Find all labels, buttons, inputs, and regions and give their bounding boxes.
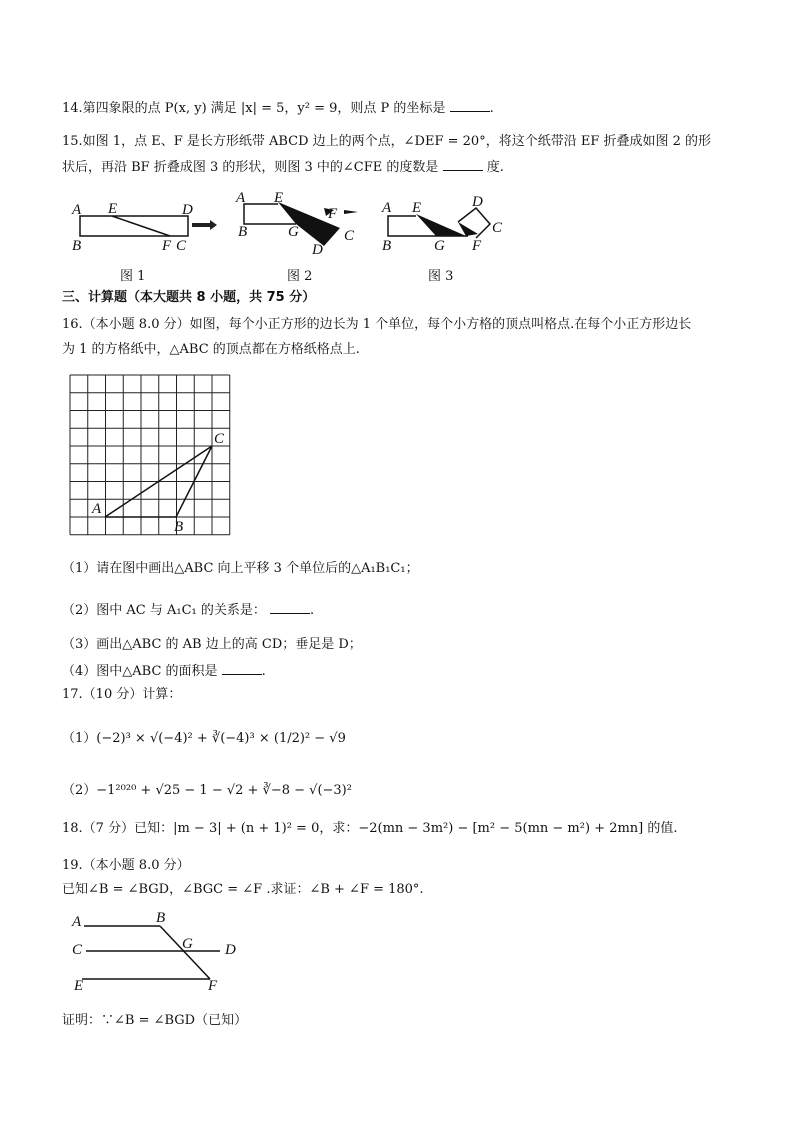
fig2-label-b: B [238, 224, 248, 240]
proof-start: 证明：∵∠B = ∠BGD（已知） [62, 1013, 248, 1028]
fig3-label-b: B [382, 238, 392, 254]
fig1-label-d: D [182, 202, 193, 218]
question-19-given: 已知∠B = ∠BGD，∠BGC = ∠F .求证：∠B + ∠F = 180°. [62, 882, 424, 897]
question-16-line2: 为 1 的方格纸中，△ABC 的顶点都在方格纸格点上. [62, 342, 360, 357]
parallel-label-b: B [156, 910, 166, 926]
parallel-label-c: C [72, 942, 83, 958]
question-19: 19.（本小题 8.0 分） [62, 858, 190, 873]
question-15-line2 [62, 158, 504, 177]
figure-2 [234, 188, 374, 258]
question-16-part-2: （2）图中 AC 与 A₁C₁ 的关系是： . [62, 603, 315, 618]
figure-3 [380, 194, 520, 254]
fig1-label-f: F [162, 238, 172, 254]
parallel-lines-figure [70, 910, 250, 995]
fig3-label-f: F [472, 238, 482, 254]
question-14: 14.第四象限的点 P(x, y) 满足 |x| = 5，y² = 9，则点 P 的坐标是 . [62, 101, 494, 116]
question-15-tail: 度. [486, 160, 504, 175]
fig3-label-d: D [472, 194, 483, 210]
fig2-label-f: F [328, 206, 338, 222]
fig3-label-e: E [412, 200, 422, 216]
fig3-label-g: G [434, 238, 445, 254]
question-16-part-1: （1）请在图中画出△ABC 向上平移 3 个单位后的△A₁B₁C₁； [62, 561, 419, 576]
fig3-label-a: A [382, 200, 392, 216]
question-17-part-1: （1）(−2)³ × √(−4)² + ∛(−4)³ × (1/2)² − √9 [62, 731, 346, 746]
fig1-caption: 图 1 [120, 269, 146, 284]
fig2-caption: 图 2 [287, 269, 313, 284]
parallel-label-f: F [208, 978, 218, 994]
figure-1 [70, 198, 200, 258]
question-15-line1: 15.如图 1，点 E、F 是长方形纸带 ABCD 边上的两个点，∠DEF = 20°，将这个纸带沿 EF 折叠成如图 2 的形 [62, 134, 712, 149]
question-17-part-2: （2）−1²⁰²⁰ + √25 − 1 − √2 + ∛−8 − √(−3)² [62, 783, 352, 798]
grid-label-a: A [92, 501, 102, 517]
grid-figure [70, 375, 240, 535]
answer-blank [443, 158, 483, 171]
parallel-label-d: D [225, 942, 236, 958]
fig2-label-a: A [236, 190, 246, 206]
section-3-heading: 三、计算题（本大题共 8 小题，共 75 分） [62, 290, 316, 305]
parallel-label-e: E [74, 978, 84, 994]
fig3-label-c: C [492, 220, 503, 236]
parallel-label-g: G [182, 936, 193, 952]
answer-blank [450, 99, 490, 112]
fig3-caption: 图 3 [428, 269, 454, 284]
fig1-label-e: E [108, 201, 118, 217]
fig1-label-c: C [176, 238, 187, 254]
grid-label-b: B [174, 519, 184, 535]
fig2-label-d: D [312, 242, 323, 258]
question-16-part-2-text: （2）图中 AC 与 A₁C₁ 的关系是： [62, 603, 266, 618]
question-18: 18.（7 分）已知：|m − 3| + (n + 1)² = 0，求：−2(mn − 3m²) − [m² − 5(mn − m²) + 2mn] 的值. [62, 821, 678, 836]
grid-label-c: C [214, 431, 225, 447]
question-16-part-3: （3）画出△ABC 的 AB 边上的高 CD；垂足是 D； [62, 637, 362, 652]
question-16-part-4-text: （4）图中△ABC 的面积是 [62, 664, 218, 679]
arrow-icon [192, 220, 218, 232]
question-16-part-4: （4）图中△ABC 的面积是 . [62, 664, 266, 679]
fig1-label-a: A [72, 202, 82, 218]
fig2-label-g: G [288, 224, 299, 240]
question-16-line1: 16.（本小题 8.0 分）如图，每个小正方形的边长为 1 个单位，每个小方格的顶点叫格点.在每个小正方形边长 [62, 317, 692, 332]
parallel-label-a: A [72, 914, 82, 930]
question-17: 17.（10 分）计算： [62, 687, 182, 702]
fig1-label-b: B [72, 238, 82, 254]
fig2-label-e: E [274, 190, 284, 206]
question-15-text: 状后，再沿 BF 折叠成图 3 的形状，则图 3 中的∠CFE 的度数是 [62, 160, 439, 175]
answer-blank [270, 601, 310, 614]
question-14-text: 14.第四象限的点 P(x, y) 满足 |x| = 5，y² = 9，则点 P 的坐标是 [62, 101, 446, 116]
answer-blank [222, 662, 262, 675]
fig2-label-c: C [344, 228, 355, 244]
